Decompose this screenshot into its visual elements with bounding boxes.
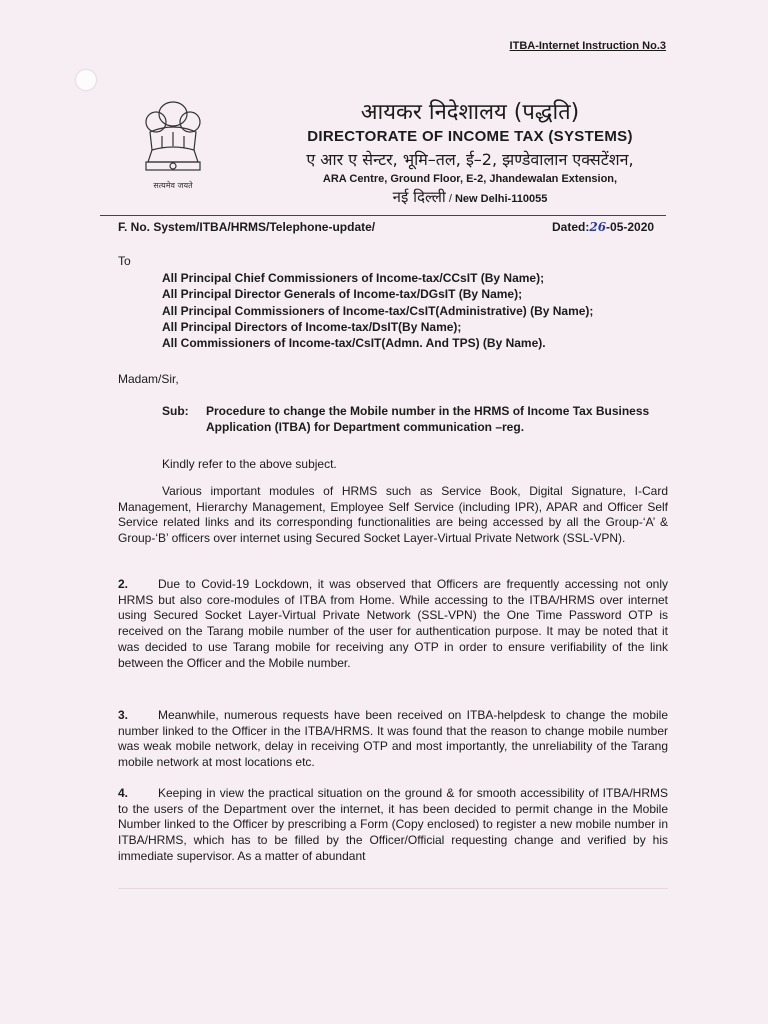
punch-hole: [76, 70, 96, 90]
english-address: ARA Centre, Ground Floor, E-2, Jhandewalan Extension,: [322, 173, 618, 185]
paragraph-2: [118, 577, 668, 671]
paragraph-1: [118, 484, 668, 547]
hindi-title: आयकर निदेशालय (पद्धति): [360, 100, 580, 125]
recipient-item: All Principal Directors of Income-tax/DsIT(By Name);: [162, 319, 462, 334]
paragraph-4: [118, 786, 668, 865]
english-city: New Delhi-110055: [454, 193, 548, 205]
hindi-address: ए आर ए सेन्टर, भूमि–तल, ई–2, झण्डेवालान एक्सटेंशन,: [306, 150, 634, 169]
dated-rest: -05-2020: [606, 220, 655, 234]
emblem-motto: सत्यमेव जयते: [153, 181, 193, 190]
state-emblem-icon: [132, 92, 214, 194]
paragraph-1-text: Various important modules of HRMS such as Service Book, Digital Signature, I-Card Management, Hierarchy Management, Employee Self Service (including IPR), APAR and Officer Self Service related links and its corresponding functionalities are being accessed by all the Group-‘A’ & Group-‘B’ officers over internet using Secured Socket Layer-Virtual Private Network (SSL-VPN).: [118, 484, 668, 546]
recipient-item: All Commissioners of Income-tax/CsIT(Admn. And TPS) (By Name).: [162, 336, 546, 351]
paragraph-4-number: 4.: [118, 786, 129, 800]
dated-label: Dated:: [552, 220, 590, 234]
city-line: [250, 187, 690, 207]
paragraph-3-number: 3.: [118, 708, 129, 722]
date-line: [552, 220, 654, 234]
file-number: F. No. System/ITBA/HRMS/Telephone-update/: [118, 220, 376, 234]
letterhead: [250, 96, 690, 207]
english-title: DIRECTORATE OF INCOME TAX (SYSTEMS): [307, 128, 633, 145]
subject-text: Procedure to change the Mobile number in the HRMS of Income Tax Business Application (ITBA) for Department communication –reg.: [206, 404, 650, 434]
footer-divider: [118, 888, 668, 889]
paragraph-3: [118, 708, 668, 771]
recipient-item: All Principal Commissioners of Income-tax/CsIT(Administrative) (By Name);: [162, 303, 594, 318]
recipient-item: All Principal Chief Commissioners of Income-tax/CCsIT (By Name);: [162, 271, 545, 285]
header-divider: [100, 215, 666, 216]
paragraph-2-number: 2.: [118, 577, 129, 591]
salutation: Madam/Sir,: [118, 372, 179, 386]
recipient-item: All Principal Director Generals of Income-tax/DGsIT (By Name);: [162, 287, 523, 302]
dated-day: 26: [589, 220, 607, 234]
subject-label: Sub:: [162, 404, 189, 418]
to-label: To: [118, 254, 131, 268]
city-separator: /: [448, 193, 452, 205]
recipient-list: [162, 270, 593, 351]
hindi-city: नई दिल्ली: [392, 188, 446, 206]
instruction-number: ITBA-Internet Instruction No.3: [509, 40, 666, 52]
paragraph-3-text: Meanwhile, numerous requests have been received on ITBA-helpdesk to change the mobile number linked to the Officer in the ITBA/HRMS. It was found that the reason to change mobile number was weak mobile network, delay in receiving OTP and most importantly, the unreliability of the Tarang mobile network at most locations etc.: [118, 708, 668, 770]
paragraph-4-text: Keeping in view the practical situation on the ground & for smooth accessibility of ITBA/HRMS to the users of the Department over the internet, it has been decided to permit change in the Mobile Number linked to the Officer by prescribing a Form (Copy enclosed) to register a new mobile number in ITBA/HRMS, which has to be filled by the Officer/Official requesting change and verified by his immediate supervisor. As a matter of abundant: [118, 786, 668, 863]
paragraph-2-text: Due to Covid-19 Lockdown, it was observed that Officers are frequently accessing not only HRMS but also core-modules of ITBA from Home. While accessing to the ITBA/HRMS over internet using Secured Socket Layer-Virtual Private Network (SSL-VPN) the One Time Password OTP is received on the Tarang mobile number of the user for authentication purpose. It may be noted that it was decided to use Tarang mobile for receiving any OTP in order to ensure verifiability of the link between the Officer and the Mobile number.: [118, 577, 668, 670]
refer-line: Kindly refer to the above subject.: [162, 457, 337, 471]
